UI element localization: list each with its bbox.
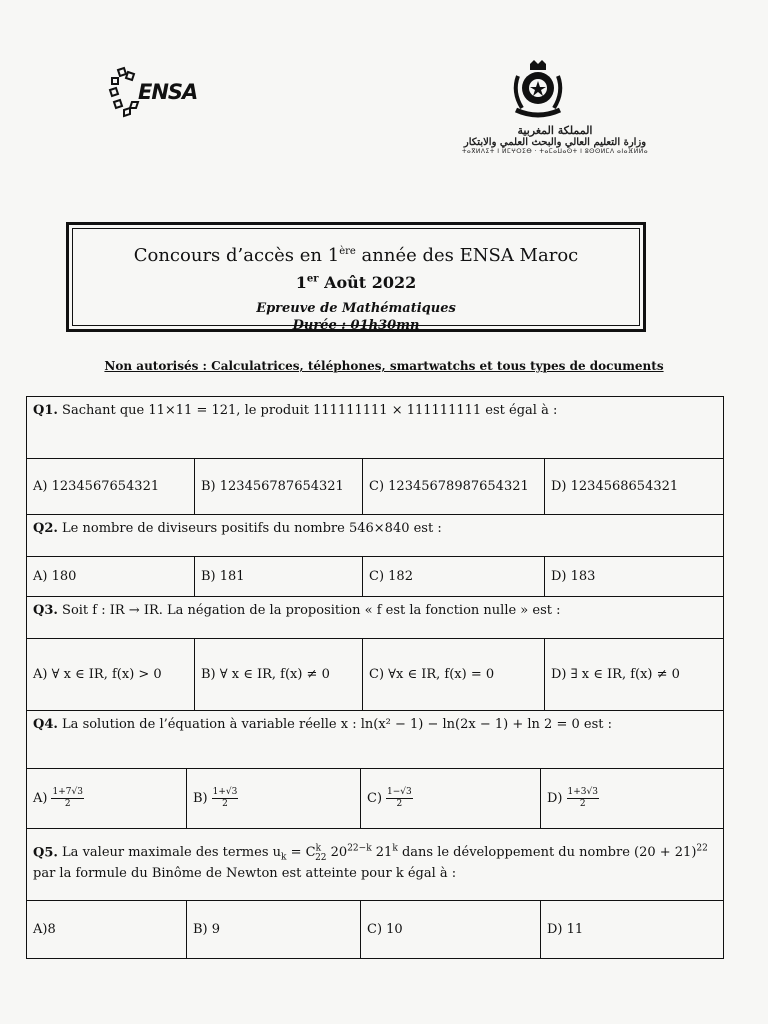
option-d[interactable] (541, 769, 723, 828)
q5-text: par la formule du Binôme de Newton est atteinte pour k égal à : (33, 865, 457, 881)
q5-sub: k (281, 852, 287, 863)
option-letter: B) (193, 791, 208, 806)
option-b[interactable]: B) 123456787654321 (195, 459, 363, 514)
fraction-denominator: 2 (222, 799, 228, 809)
option-c[interactable]: C) 10 (361, 901, 541, 958)
options-q5 (27, 901, 723, 959)
title-box (66, 222, 646, 332)
fraction-numerator: 1+√3 (212, 787, 238, 797)
date-sup: er (306, 273, 319, 285)
question-text: Le nombre de diviseurs positifs du nombre 546×840 est : (62, 521, 442, 536)
exam-title (69, 245, 643, 266)
q5-sup: k (315, 844, 322, 854)
option-d[interactable]: D) 1234568654321 (551, 479, 679, 494)
fraction-denominator: 2 (579, 799, 586, 809)
fraction-denominator: 2 (396, 799, 403, 809)
q5-sub: 22 (315, 852, 327, 863)
q5-text: 20 (326, 845, 348, 861)
option-d[interactable]: D) ∃ x ∈ IR, f(x) ≠ 0 (551, 667, 680, 682)
exam-duration: Durée : 01h30mn (292, 318, 420, 333)
ensa-logo (108, 66, 200, 118)
option-b[interactable] (187, 769, 361, 828)
option-letter: C) (367, 791, 383, 806)
ensa-wordmark: ENSA (138, 80, 198, 104)
option-b[interactable]: B) ∀ x ∈ IR, f(x) ≠ 0 (195, 639, 363, 710)
q5-text: 21 (371, 845, 393, 861)
q5-text: La valeur maximale des termes u (62, 845, 282, 861)
option-fraction (51, 787, 83, 810)
ministry-text (455, 124, 655, 155)
option-fraction (386, 787, 413, 810)
exam-date (69, 273, 643, 292)
ministry-line2: وزارة التعليم العالي والبحث العلمي والابتكار (463, 137, 647, 148)
q5-sup: 22 (696, 844, 708, 854)
option-fraction (567, 787, 599, 810)
options-q1 (27, 459, 723, 515)
q5-sup: k (392, 844, 398, 854)
options-q3 (27, 639, 723, 711)
royal-emblem (508, 58, 568, 122)
option-a[interactable]: A) 1234567654321 (27, 459, 195, 514)
question-label: Q1. (33, 403, 58, 418)
crown-emblem-icon (508, 58, 568, 122)
exam-table (26, 396, 724, 959)
option-a[interactable]: A)8 (27, 901, 187, 958)
options-q2 (27, 557, 723, 597)
option-b[interactable]: B) 9 (187, 901, 361, 958)
option-b[interactable]: B) 181 (195, 557, 363, 596)
question-text: La solution de l’équation à variable réelle x : ln(x² − 1) − ln(2x − 1) + ln 2 = 0 est : (62, 717, 612, 732)
title-part: Concours d’accès en 1 (133, 245, 340, 266)
date-part: Août 2022 (318, 273, 417, 292)
fraction-denominator: 2 (64, 799, 71, 809)
ministry-line3: ⵜⴰⴳⵍⴷⵉⵜ ⵏ ⵍⵎⵖⵔⵉⴱ · ⵜⴰⵎⴰⵡⴰⵙⵜ ⵏ ⵓⵙⵙⵍⵎⴷ ⴰⵏⴰⴼⵍⵍⴰ (461, 148, 649, 155)
fraction-numerator: 1+7√3 (52, 787, 83, 797)
question-q1 (27, 397, 723, 459)
title-sup: ère (339, 246, 356, 257)
option-c[interactable]: C) 182 (363, 557, 545, 596)
q5-sup: 22−k (347, 844, 372, 854)
ministry-line1: المملكة المغربية (517, 124, 593, 137)
exam-subject: Epreuve de Mathématiques (256, 301, 456, 316)
option-c[interactable]: C) ∀x ∈ IR, f(x) = 0 (363, 639, 545, 710)
q5-text: dans le développement du nombre (20 + 21) (397, 845, 697, 861)
option-a[interactable]: A) ∀ x ∈ IR, f(x) > 0 (27, 639, 195, 710)
question-q4 (27, 711, 723, 769)
option-d[interactable]: D) 183 (551, 569, 596, 584)
option-fraction (212, 787, 239, 810)
question-label: Q5. (33, 845, 58, 861)
question-q2 (27, 515, 723, 557)
fraction-numerator: 1−√3 (387, 787, 412, 797)
question-label: Q4. (33, 717, 58, 732)
question-text: Soit f : IR → IR. La négation de la proposition « f est la fonction nulle » est : (62, 603, 561, 618)
question-text (33, 845, 708, 881)
options-q4 (27, 769, 723, 829)
question-label: Q3. (33, 603, 58, 618)
ensa-emblem-icon (108, 66, 142, 118)
option-a[interactable]: A) 180 (27, 557, 195, 596)
question-q5 (27, 829, 723, 901)
option-letter: D) (547, 791, 563, 806)
option-letter: A) (33, 791, 48, 806)
question-q3 (27, 597, 723, 639)
title-part: année des ENSA Maroc (355, 245, 579, 266)
question-label: Q2. (33, 521, 58, 536)
option-c[interactable] (361, 769, 541, 828)
q5-text: = C (286, 845, 316, 861)
date-part: 1 (295, 273, 307, 292)
notice-text: Non autorisés : Calculatrices, téléphones, smartwatchs et tous types de documents (104, 359, 664, 373)
fraction-numerator: 1+3√3 (567, 787, 598, 797)
option-d[interactable]: D) 11 (547, 922, 584, 937)
question-text: Sachant que 11×11 = 121, le produit 111111111 × 111111111 est égal à : (62, 403, 558, 418)
option-c[interactable]: C) 12345678987654321 (363, 459, 545, 514)
option-a[interactable] (27, 769, 187, 828)
